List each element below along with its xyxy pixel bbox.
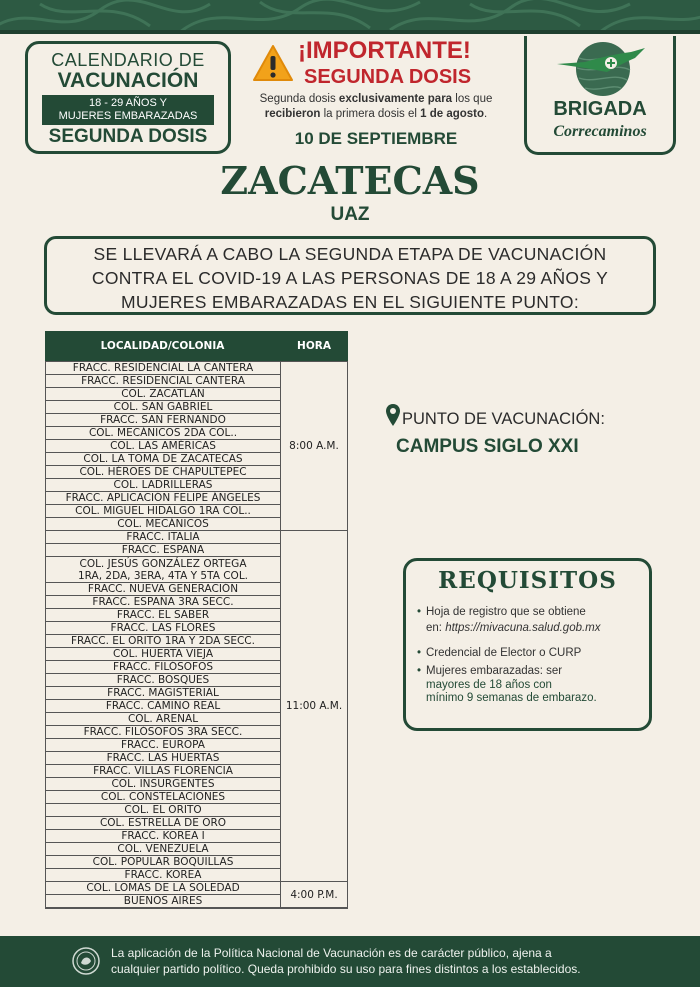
calendar-badge xyxy=(25,41,231,154)
table-row: COL. SAN GABRIEL xyxy=(46,401,280,414)
badge-age-band xyxy=(42,95,214,125)
note-text: los que xyxy=(452,93,493,105)
announcement-line: CONTRA EL COVID-19 A LAS PERSONAS DE 18 A 29 AÑOS Y xyxy=(91,268,609,288)
bullet-icon: • xyxy=(417,606,422,618)
table-row: COL. ESTRELLA DE ORO xyxy=(46,817,280,830)
top-ornament-band xyxy=(0,0,700,34)
announcement-box xyxy=(44,236,656,315)
city-title: ZACATECAS xyxy=(220,158,480,203)
requirement-item xyxy=(417,645,648,661)
map-pin-icon xyxy=(385,403,401,431)
important-note xyxy=(245,92,507,122)
table-row: FRACC. RESIDENCIAL CANTERA xyxy=(46,375,280,388)
warning-icon xyxy=(252,44,294,86)
requirement-text: Mujeres embarazadas: ser xyxy=(426,665,563,677)
registration-url[interactable]: https://mivacuna.salud.gob.mx xyxy=(445,622,601,634)
badge-line-second-dose: SEGUNDA DOSIS xyxy=(48,126,208,147)
table-row: FRACC. ESPAÑA xyxy=(46,544,280,557)
table-row: BUENOS AIRES xyxy=(46,895,280,908)
roadrunner-logo-icon xyxy=(555,38,647,102)
table-row: COL. MIGUEL HIDALGO 1RA COL.. xyxy=(46,505,280,518)
table-row-line: 1RA, 2DA, 3ERA, 4TA Y 5TA COL. xyxy=(77,570,249,582)
table-row: FRACC. EL ORITO 1RA Y 2DA SECC. xyxy=(46,635,280,648)
table-row: COL. LADRILLERAS xyxy=(46,479,280,492)
badge-line-vaccination: VACUNACIÓN xyxy=(57,69,199,92)
important-title: ¡IMPORTANTE! xyxy=(298,37,471,64)
announcement-line: SE LLEVARÁ A CABO LA SEGUNDA ETAPA DE VACUNACIÓN xyxy=(93,244,607,264)
vaccination-point-label: PUNTO DE VACUNACIÓN: xyxy=(402,410,605,428)
table-row: FRACC. LAS FLORES xyxy=(46,622,280,635)
table-row: FRACC. BOSQUES xyxy=(46,674,280,687)
important-subtitle: SEGUNDA DOSIS xyxy=(304,66,472,88)
requirements-box xyxy=(403,558,652,731)
badge-age-line-1: 18 - 29 AÑOS Y xyxy=(88,97,168,109)
table-row: FRACC. VILLAS FLORENCIA xyxy=(46,765,280,778)
column-header-hour: HORA xyxy=(297,340,331,352)
note-emphasis: recibieron xyxy=(264,108,321,120)
table-row: COL. ARENAL xyxy=(46,713,280,726)
brigada-logo-box xyxy=(524,36,676,155)
requirement-text: en: xyxy=(426,622,446,634)
table-row: COL. CONSTELACIONES xyxy=(46,791,280,804)
table-row: FRACC. FILÓSOFOS xyxy=(46,661,280,674)
table-row: FRACC. KOREA xyxy=(46,869,280,882)
table-row: COL. EL ORITO xyxy=(46,804,280,817)
table-row: FRACC. EUROPA xyxy=(46,739,280,752)
table-row: FRACC. CAMINO REAL xyxy=(46,700,280,713)
requirement-text: Hoja de registro que se obtiene xyxy=(426,606,586,618)
table-row: COL. ZACATLÁN xyxy=(46,388,280,401)
column-header-locality: LOCALIDAD/COLONIA xyxy=(100,340,225,352)
table-row: FRACC. LAS HUERTAS xyxy=(46,752,280,765)
hour-cell: 4:00 P.M. xyxy=(281,882,347,908)
table-row: FRACC. NUEVA GENERACIÓN xyxy=(46,583,280,596)
table-row: FRACC. KOREA I xyxy=(46,830,280,843)
table-row: COL. MECÁNICOS 2DA COL.. xyxy=(46,427,280,440)
table-row: COL. POPULAR BOQUILLAS xyxy=(46,856,280,869)
footer-line: La aplicación de la Política Nacional de Vacunación es de carácter público, ajena a xyxy=(111,946,552,960)
table-row: COL. INSURGENTES xyxy=(46,778,280,791)
locality-column xyxy=(46,362,281,908)
table-row: FRACC. EL SABER xyxy=(46,609,280,622)
brigada-subtitle: Correcaminos xyxy=(553,123,647,140)
footer-bar xyxy=(0,936,700,987)
badge-line-calendar: CALENDARIO DE xyxy=(51,50,205,70)
note-text: la primera dosis el xyxy=(320,108,421,120)
badge-age-line-2: MUJERES EMBARAZADAS xyxy=(58,110,198,122)
table-row: FRACC. RESIDENCIAL LA CANTERA xyxy=(46,362,280,375)
schedule-table-header xyxy=(45,331,348,361)
table-row: FRACC. ESPAÑA 3RA SECC. xyxy=(46,596,280,609)
requirements-title: REQUISITOS xyxy=(438,567,617,594)
footer-disclaimer xyxy=(111,945,671,977)
announcement-line: MUJERES EMBARAZADAS EN EL SIGUIENTE PUNTO: xyxy=(121,292,579,312)
table-row: COL. HÉROES DE CHAPULTEPEC xyxy=(46,466,280,479)
hour-cell: 11:00 A.M. xyxy=(281,531,347,882)
table-row xyxy=(46,557,280,583)
bullet-icon: • xyxy=(417,665,422,677)
table-row: FRACC. FILÓSOFOS 3RA SECC. xyxy=(46,726,280,739)
table-row: COL. MECÁNICOS xyxy=(46,518,280,531)
table-row-line: COL. JESÚS GONZÁLEZ ORTEGA xyxy=(79,558,247,570)
national-seal-icon xyxy=(71,946,101,981)
vaccination-point-place: CAMPUS SIGLO XXI xyxy=(396,436,579,457)
table-row: COL. LOMAS DE LA SOLEDAD xyxy=(46,882,280,895)
requirement-text: mínimo 9 semanas de embarazo. xyxy=(426,692,597,704)
table-row: FRACC. ITALIA xyxy=(46,531,280,544)
requirement-text: mayores de 18 años con xyxy=(426,678,552,691)
table-row: COL. LA TOMA DE ZACATECAS xyxy=(46,453,280,466)
table-row: COL. VENEZUELA xyxy=(46,843,280,856)
requirement-item xyxy=(417,665,648,706)
requirement-item xyxy=(417,604,648,636)
note-emphasis: exclusivamente para xyxy=(338,93,453,105)
table-row: COL. HUERTA VIEJA xyxy=(46,648,280,661)
brigada-title: BRIGADA xyxy=(553,98,647,120)
table-row: FRACC. MAGISTERIAL xyxy=(46,687,280,700)
table-row: FRACC. APLICACIÓN FELIPE ÁNGELES xyxy=(46,492,280,505)
hour-cell: 8:00 A.M. xyxy=(281,362,347,531)
footer-line: cualquier partido político. Queda prohibido su uso para fines distintos a los establecidos. xyxy=(111,962,581,976)
schedule-table xyxy=(45,361,348,909)
note-text: Segunda dosis xyxy=(259,93,339,105)
table-row: COL. LAS AMÉRICAS xyxy=(46,440,280,453)
event-date: 10 DE SEPTIEMBRE xyxy=(294,129,458,148)
table-row: FRACC. SAN FERNANDO xyxy=(46,414,280,427)
note-date-emphasis: 1 de agosto xyxy=(420,108,485,120)
requirement-text: Credencial de Elector o CURP xyxy=(426,647,582,659)
bullet-icon: • xyxy=(417,647,422,659)
note-text: . xyxy=(484,108,488,120)
site-subtitle: UAZ xyxy=(330,204,370,225)
